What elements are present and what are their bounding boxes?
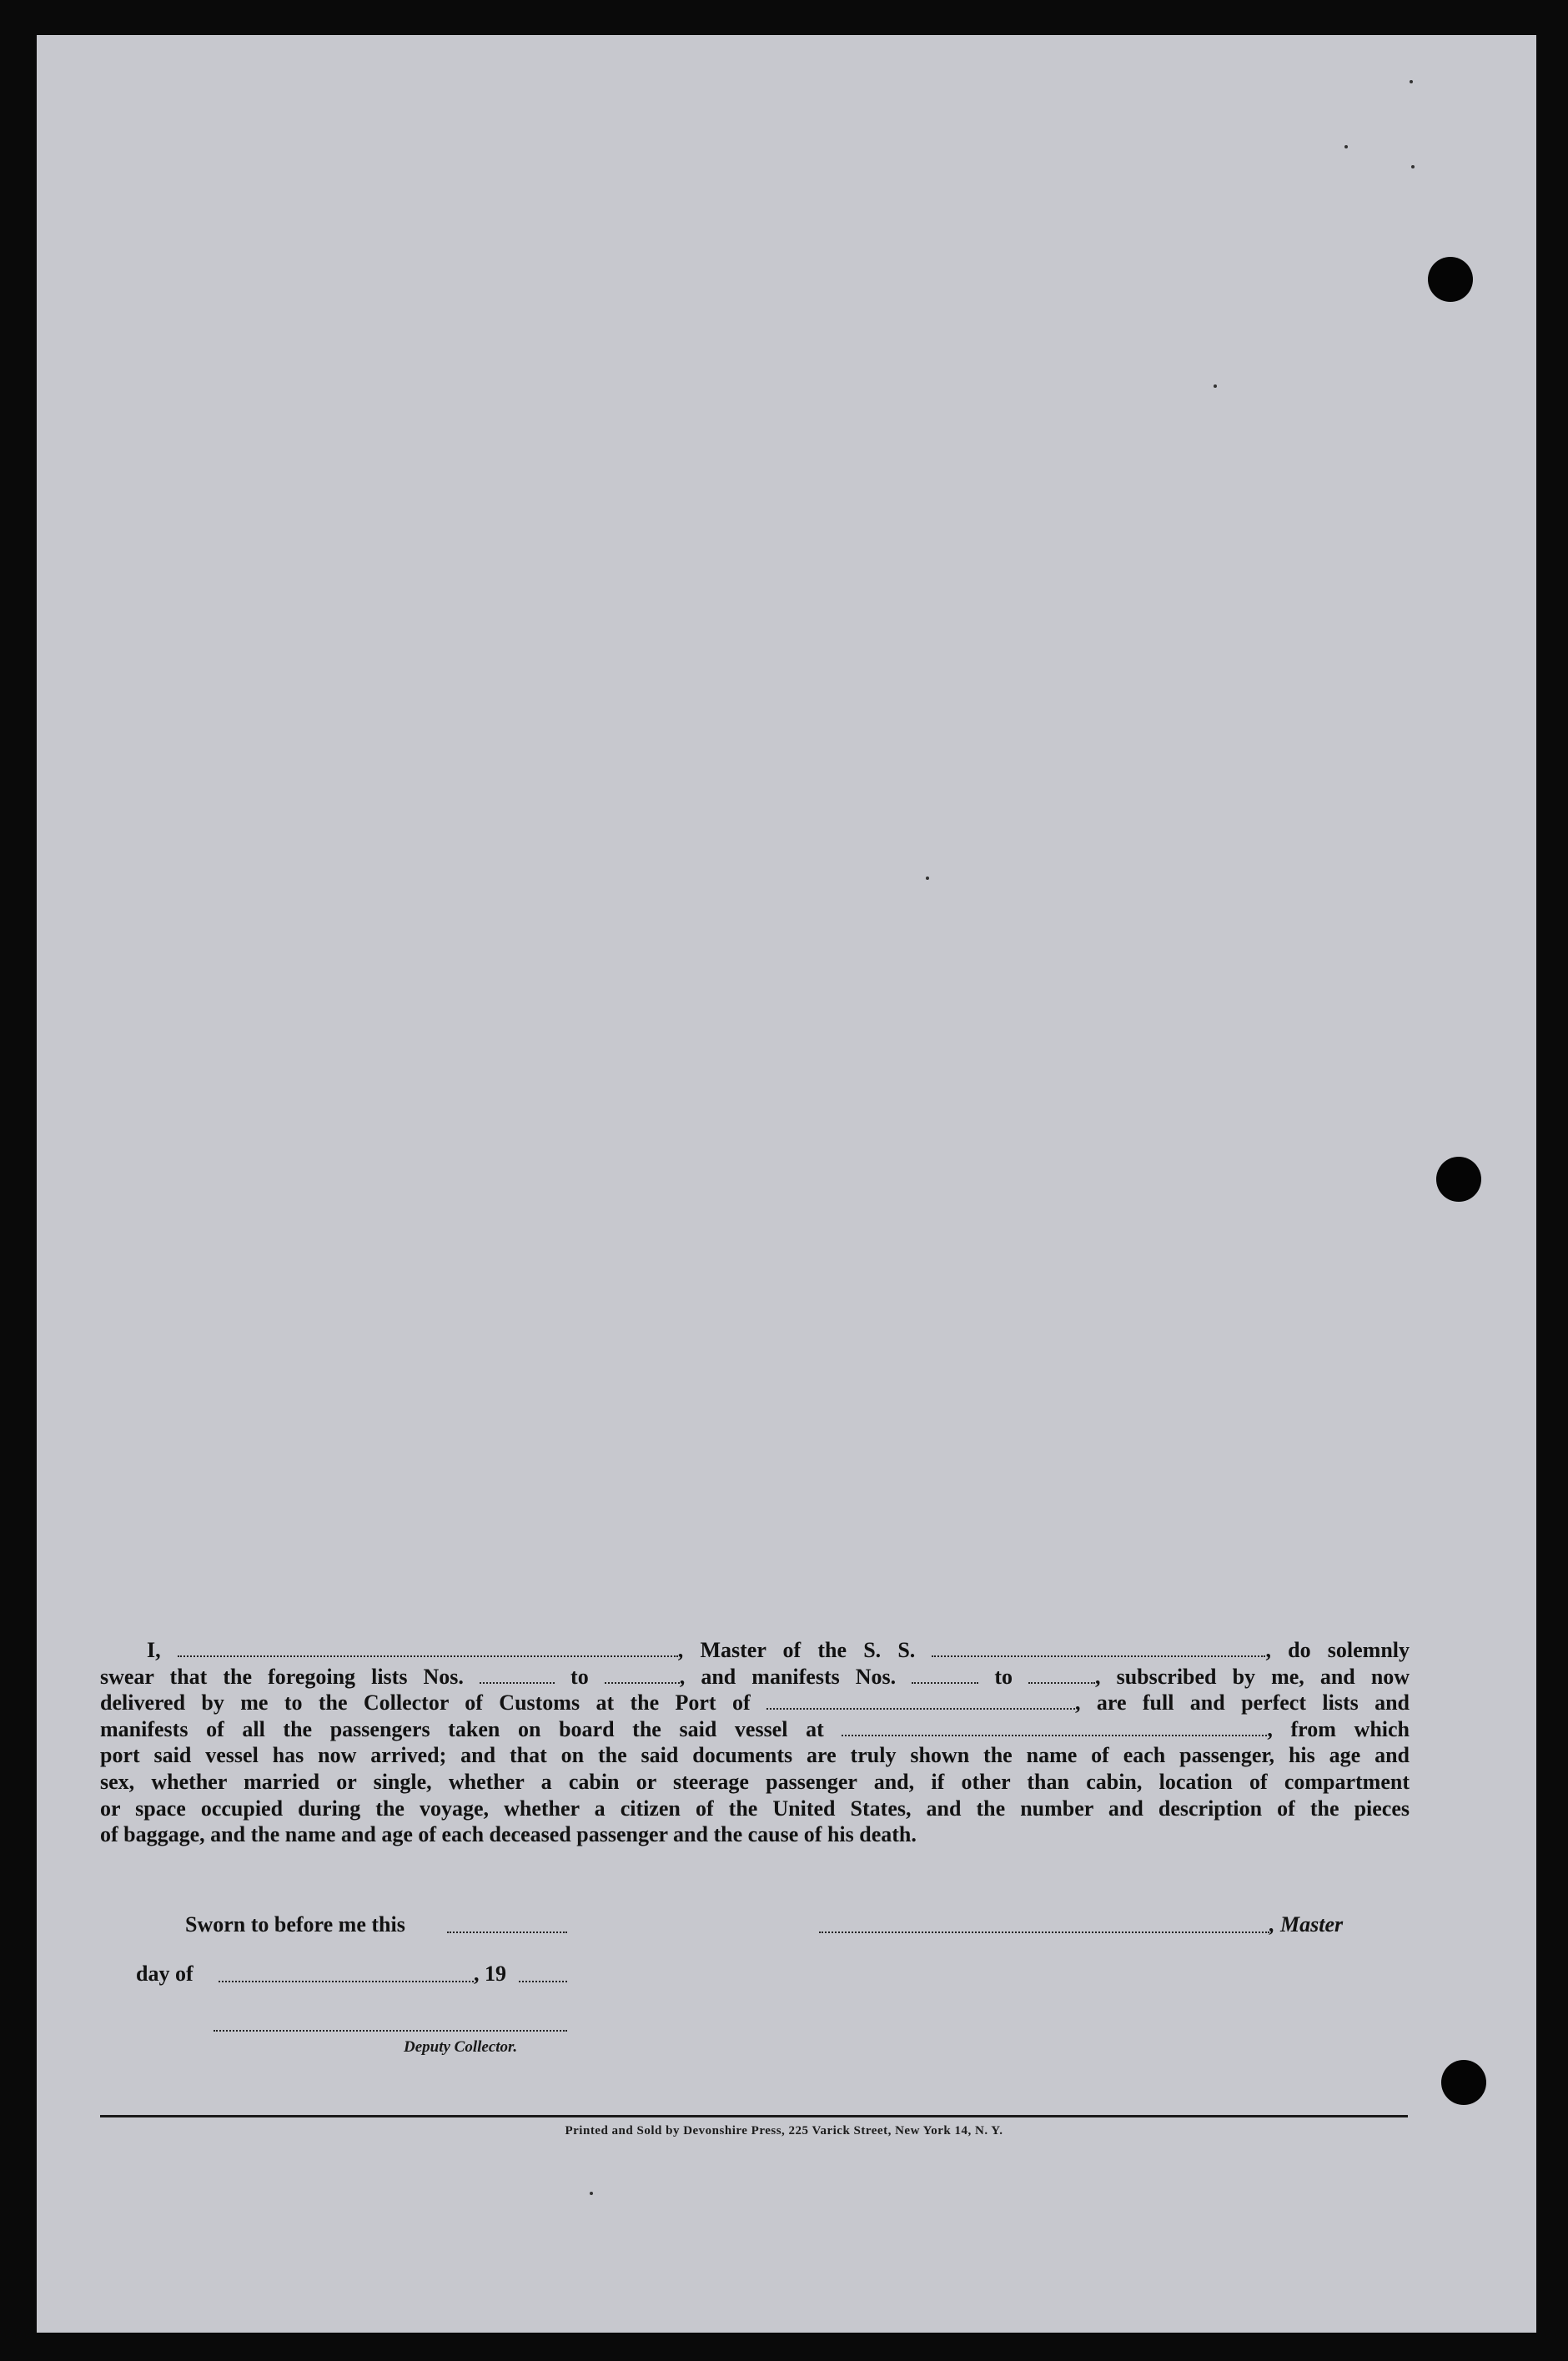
speck xyxy=(1410,80,1413,83)
lists-from-blank xyxy=(480,1665,555,1684)
day-month-blank xyxy=(219,1981,474,1982)
oath-text: , subscribed by me, and now xyxy=(1095,1664,1410,1689)
oath-text: delivered by me to the Collector of Customs at the Port of xyxy=(100,1690,751,1715)
year-blank xyxy=(519,1981,567,1982)
sworn-label: Sworn to before me this xyxy=(185,1912,405,1937)
oath-paragraph xyxy=(100,1637,1410,1848)
speck xyxy=(590,2192,593,2195)
oath-text: I, xyxy=(147,1638,161,1662)
speck xyxy=(926,877,929,880)
oath-text: manifests of all the passengers taken on board the said vessel at xyxy=(100,1716,824,1741)
speck xyxy=(1214,384,1217,388)
speck xyxy=(1344,145,1348,148)
oath-line-3 xyxy=(100,1690,1410,1716)
document-sheet xyxy=(37,35,1536,2333)
master-name-blank xyxy=(178,1639,678,1657)
punch-hole-bottom xyxy=(1441,2060,1486,2105)
oath-line-8: of baggage, and the name and age of each deceased passenger and the cause of his death. xyxy=(100,1822,917,1847)
oath-text: , Master of the S. S. xyxy=(677,1638,916,1662)
manifests-from-blank xyxy=(912,1665,978,1684)
oath-line-5: port said vessel has now arrived; and that on the said documents are truly shown the name of each passenger, his age and xyxy=(100,1743,1410,1768)
oath-line-2 xyxy=(100,1664,1410,1690)
printer-imprint: Printed and Sold by Devonshire Press, 225 Varick Street, New York 14, N. Y. xyxy=(565,2124,1003,2137)
punch-hole-top xyxy=(1428,257,1473,302)
oath-line-4 xyxy=(100,1716,1410,1743)
day-of-label: day of xyxy=(136,1962,193,1986)
ship-name-blank xyxy=(932,1639,1265,1657)
oath-text: , are full and perfect lists and xyxy=(1075,1690,1410,1715)
oath-text: , from which xyxy=(1267,1716,1410,1741)
footer-rule xyxy=(100,2115,1408,2117)
sworn-date-blank xyxy=(447,1931,567,1933)
punch-hole-middle xyxy=(1436,1157,1481,1202)
year-label: , 19 xyxy=(474,1962,506,1986)
oath-text: , do solemnly xyxy=(1265,1638,1410,1662)
lists-to-blank xyxy=(605,1665,680,1684)
oath-line-6: sex, whether married or single, whether a cabin or steerage passenger and, if other than cabin, location of compartment xyxy=(100,1769,1410,1794)
oath-line-1 xyxy=(100,1637,1410,1664)
deputy-signature-line xyxy=(214,2030,567,2032)
port-blank xyxy=(766,1691,1075,1710)
embarkation-port-blank xyxy=(842,1718,1267,1736)
oath-text: , and manifests Nos. xyxy=(679,1664,897,1689)
master-label: , Master xyxy=(1269,1912,1344,1937)
oath-text: to xyxy=(570,1664,589,1689)
manifests-to-blank xyxy=(1028,1665,1095,1684)
oath-text: to xyxy=(994,1664,1013,1689)
oath-line-7: or space occupied during the voyage, whether a citizen of the United States, and the number and description of the pieces xyxy=(100,1796,1410,1821)
master-signature-line xyxy=(819,1931,1269,1933)
oath-text: swear that the foregoing lists Nos. xyxy=(100,1664,464,1689)
speck xyxy=(1411,165,1415,168)
deputy-collector-label: Deputy Collector. xyxy=(404,2038,518,2056)
